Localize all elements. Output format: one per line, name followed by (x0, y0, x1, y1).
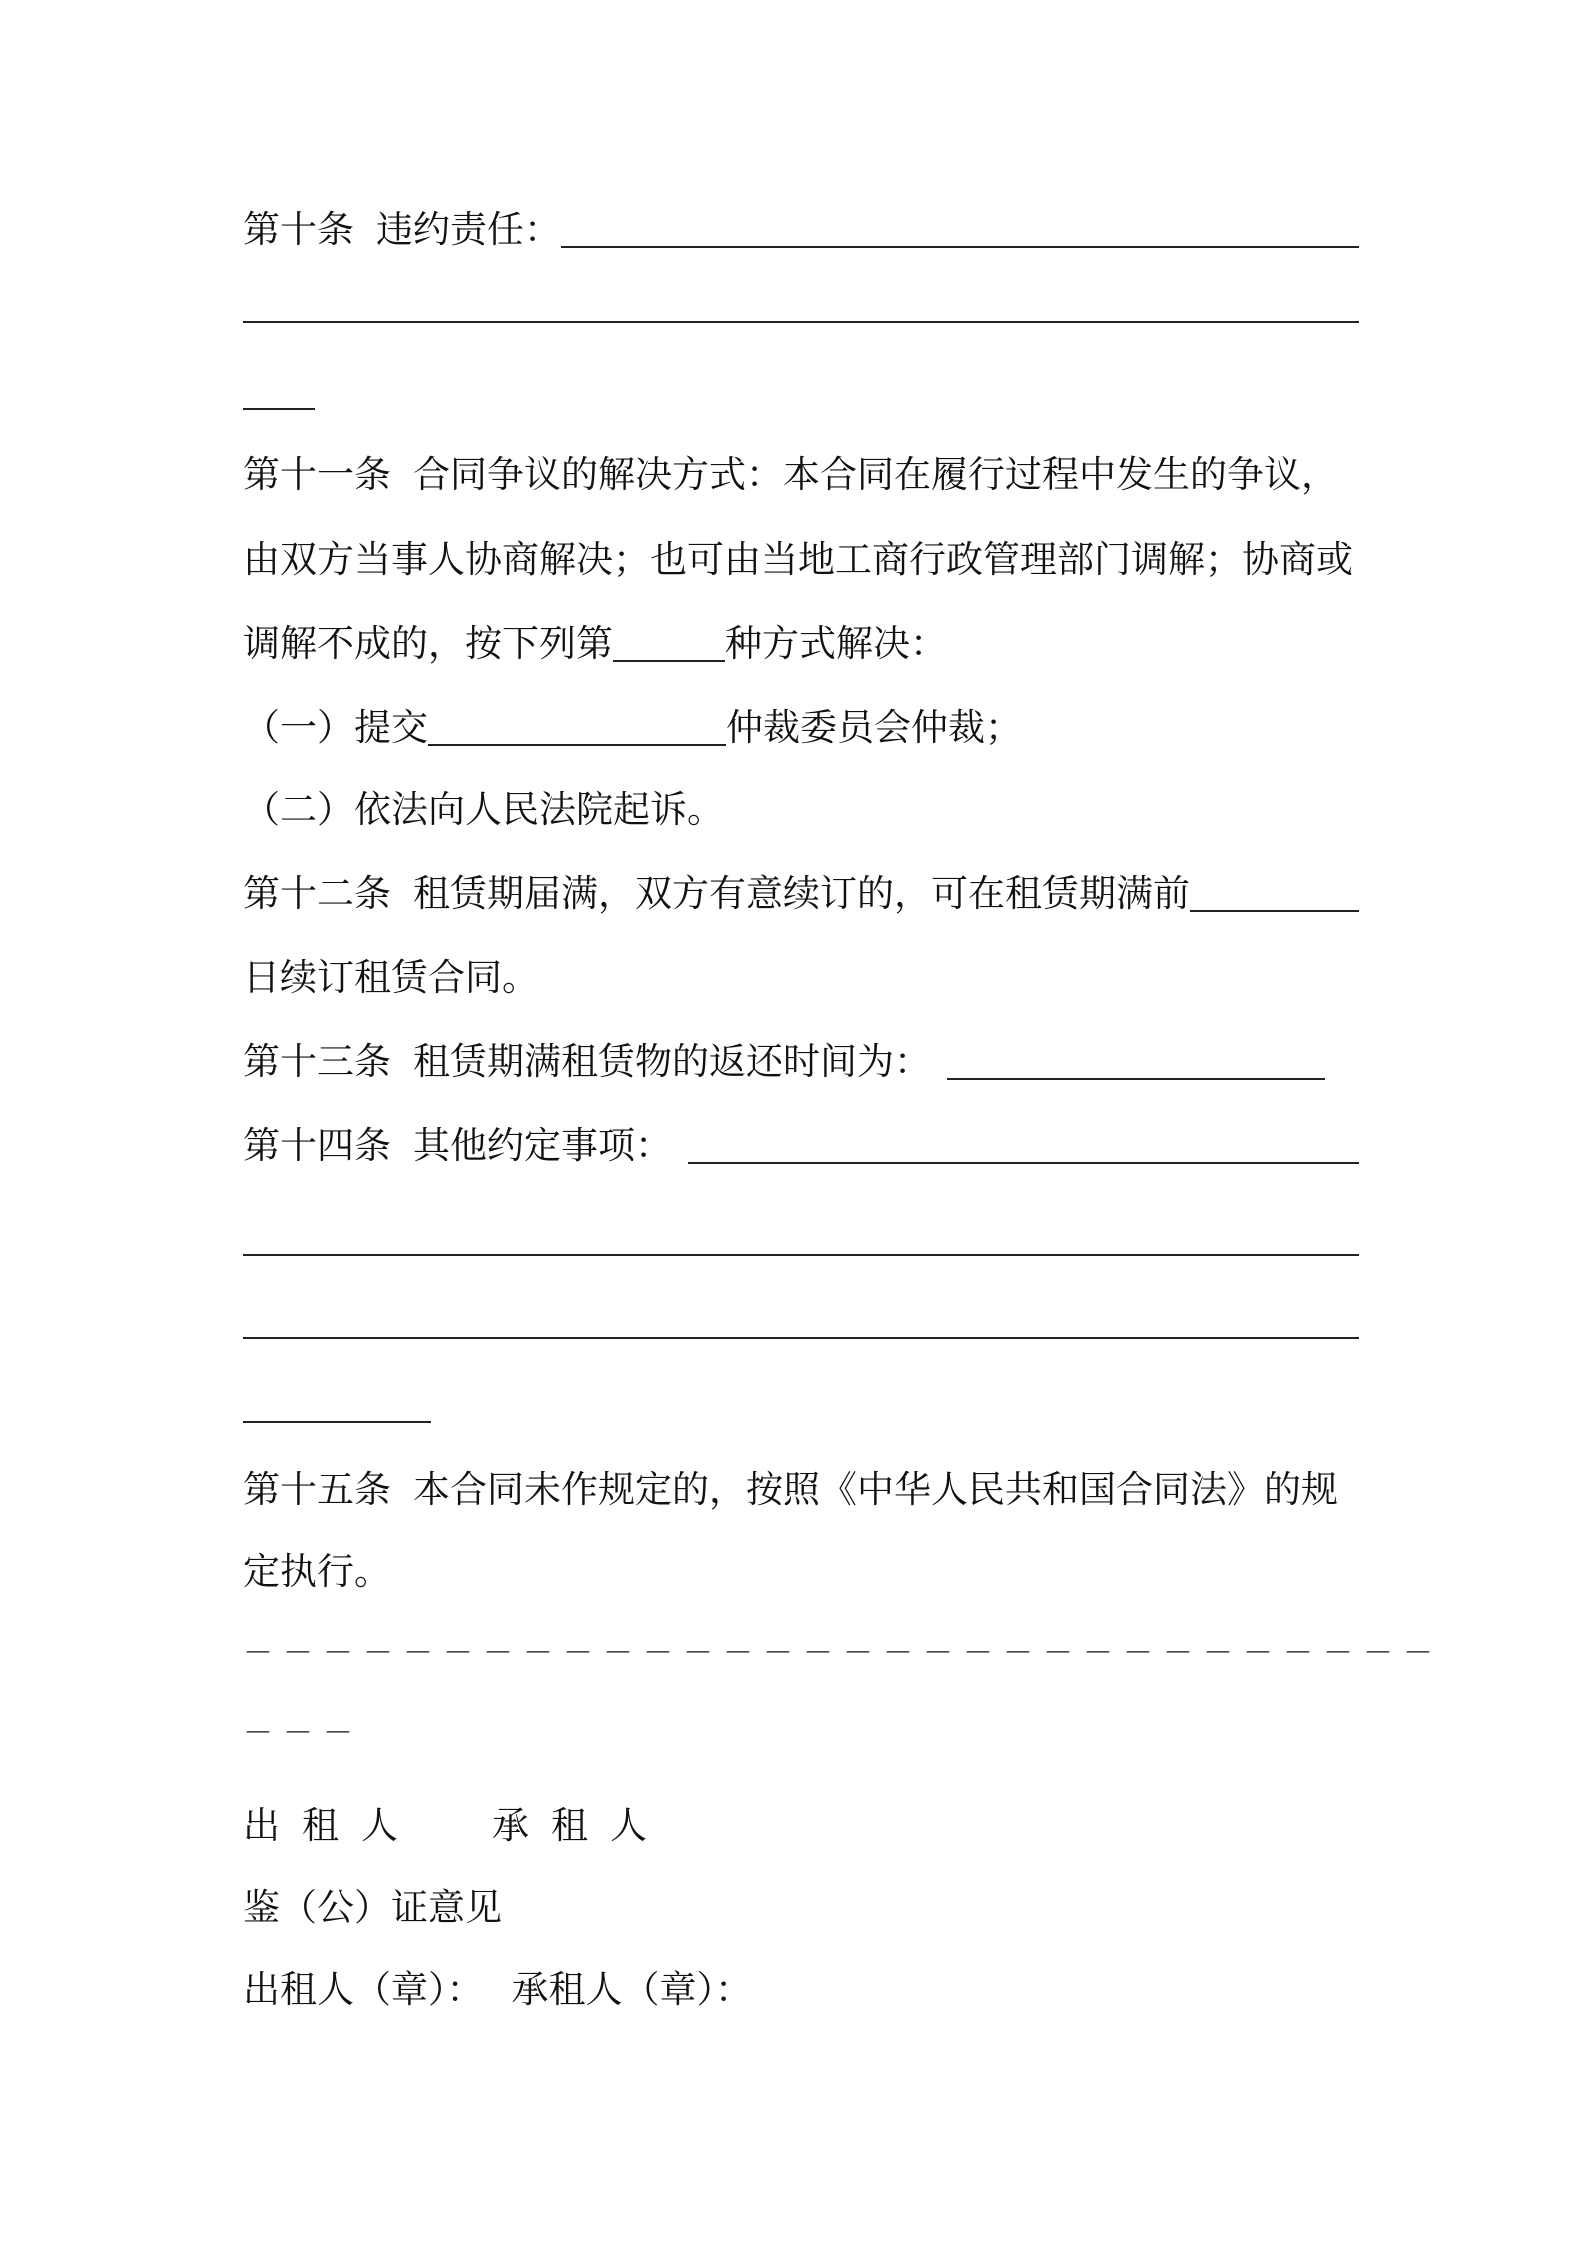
article-11-text-3a: 调解不成的，按下列第 (243, 622, 613, 665)
renewal-days-blank[interactable] (1190, 910, 1359, 912)
article-11-heading: 第十一条 (243, 453, 391, 496)
article-14-text: 其他约定事项： (413, 1124, 672, 1167)
article-14-heading: 第十四条 (243, 1124, 391, 1167)
article-11-text-1: 合同争议的解决方式：本合同在履行过程中发生的争议， (413, 453, 1338, 496)
other-terms-blank[interactable] (688, 1162, 1359, 1164)
article-11-text-3b: 种方式解决： (725, 622, 947, 665)
article-11-option-2 (243, 780, 1359, 840)
article-13-text: 租赁期满租赁物的返还时间为： (413, 1040, 931, 1083)
notary-line (243, 1878, 1359, 1938)
return-time-blank[interactable] (947, 1078, 1325, 1080)
article-11-line-2 (243, 530, 1359, 590)
other-terms-blank-line-4[interactable] (243, 1421, 431, 1423)
article-11-line-1 (243, 445, 1359, 505)
option-1-prefix: （一）提交 (243, 706, 428, 749)
article-12-line-2 (243, 948, 1359, 1008)
article-15-text-1: 本合同未作规定的，按照《中华人民共和国合同法》的规 (413, 1468, 1338, 1511)
separator-line-2 (243, 1704, 1359, 1764)
other-terms-blank-line-2[interactable] (243, 1254, 1359, 1256)
separator-line-1 (243, 1624, 1443, 1684)
other-terms-blank-line-3[interactable] (243, 1337, 1359, 1339)
separator-dashes-1: －－－－－－－－－－－－－－－－－－－－－－－－－－－－－－ (243, 1636, 1443, 1671)
article-14-line (243, 1116, 1359, 1176)
article-12-heading: 第十二条 (243, 872, 391, 915)
article-13-heading: 第十三条 (243, 1040, 391, 1083)
article-12-text-1: 租赁期届满，双方有意续订的，可在租赁期满前 (413, 872, 1190, 915)
separator-dashes-2: －－－ (243, 1716, 363, 1751)
article-11-text-2: 由双方当事人协商解决；也可由当地工商行政管理部门调解；协商或 (243, 538, 1353, 581)
article-10-blank[interactable] (561, 246, 1359, 248)
method-number-blank[interactable] (613, 660, 725, 662)
lessee-label: 承租人 (492, 1804, 669, 1847)
article-12-line-1 (243, 864, 1359, 924)
lessor-seal-label: 出租人（章）： (243, 1968, 484, 2011)
article-15-line-2 (243, 1542, 1359, 1602)
article-12-text-2: 日续订租赁合同。 (243, 956, 539, 999)
article-10-heading: 第十条 (243, 208, 354, 251)
option-2-text: （二）依法向人民法院起诉。 (243, 788, 724, 831)
article-15-line-1 (243, 1460, 1359, 1520)
article-10-blank-line-3[interactable] (243, 408, 315, 410)
arbitration-committee-blank[interactable] (428, 744, 726, 746)
article-15-heading: 第十五条 (243, 1468, 391, 1511)
parties-line (243, 1796, 1359, 1856)
article-11-option-1 (243, 698, 1359, 758)
option-1-suffix: 仲裁委员会仲裁； (726, 706, 1022, 749)
lessor-label: 出租人 (243, 1804, 420, 1847)
article-15-text-2: 定执行。 (243, 1550, 391, 1593)
article-11-line-3 (243, 614, 1359, 674)
article-10-line (243, 200, 1359, 260)
article-10-title: 违约责任： (376, 208, 561, 251)
article-10-blank-line-2[interactable] (243, 321, 1359, 323)
notary-opinion-label: 鉴（公）证意见 (243, 1886, 502, 1929)
lessee-seal-label: 承租人（章）： (511, 1968, 752, 2011)
article-13-line (243, 1032, 1359, 1092)
seal-line (243, 1960, 1359, 2020)
